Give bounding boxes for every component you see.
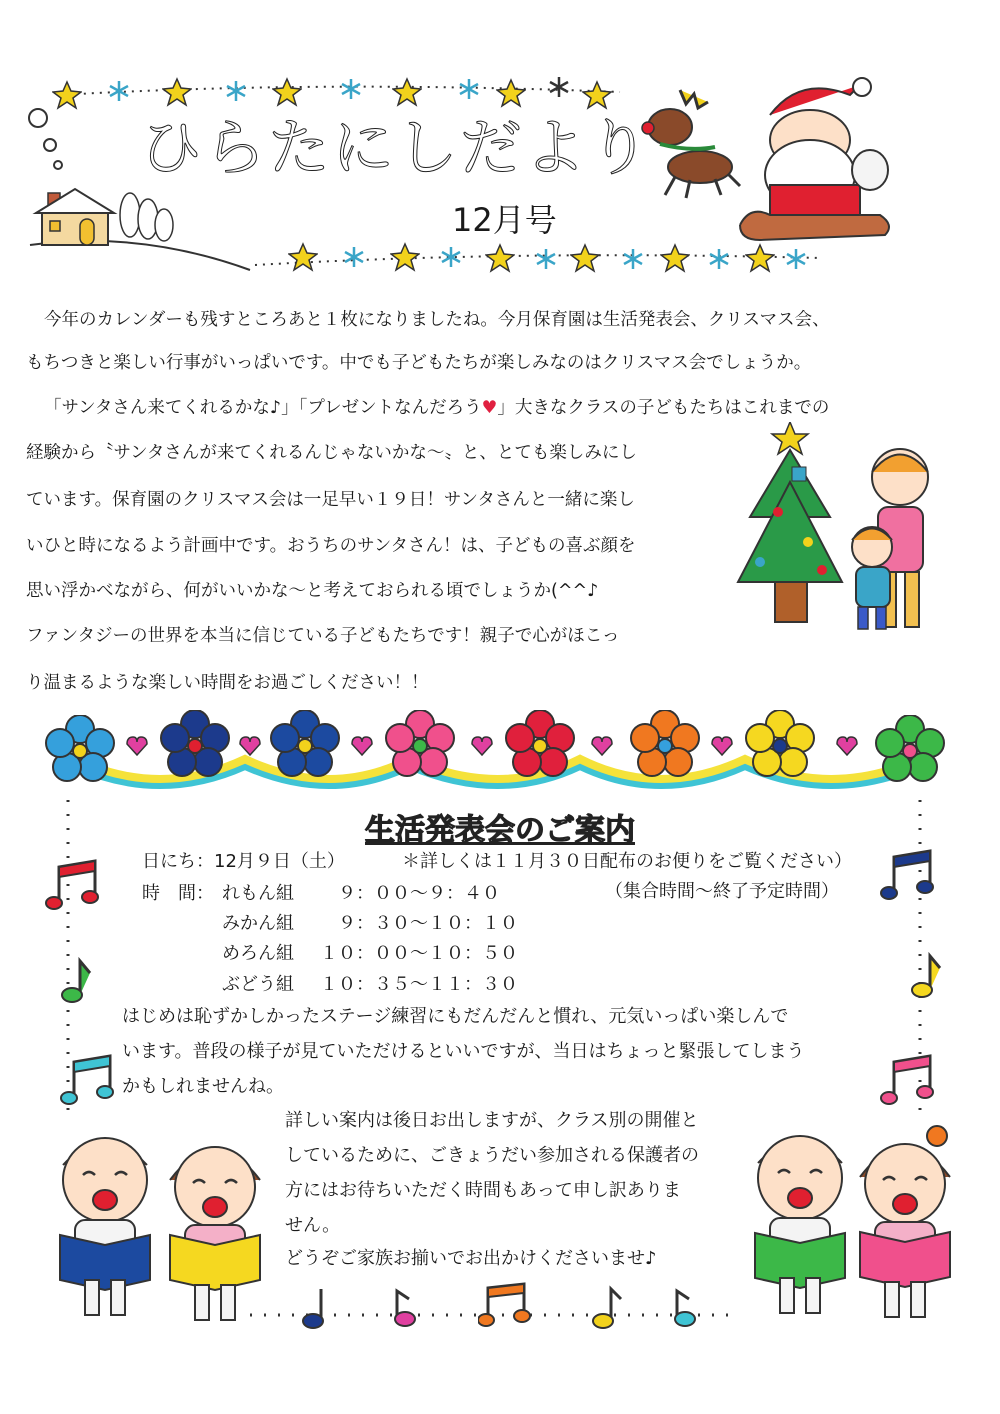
- closing-line-3: 方にはお待ちいただく時間もあって申し訳ありま: [285, 1180, 681, 1201]
- body-line-1: はじめは恥ずかしかったステージ練習にもだんだんと慣れ、元気いっぱい楽しんで: [122, 1006, 789, 1027]
- time-label: 時 間：: [142, 883, 214, 904]
- music-note-icon: [60, 1050, 120, 1110]
- flower-icon: [160, 710, 230, 780]
- star-icon: [660, 243, 690, 273]
- flower-icon: [745, 710, 815, 780]
- music-note-icon: [900, 950, 945, 1000]
- snowflake-icon: [622, 248, 644, 270]
- schedule-time-4: １０：３５～１１：３０: [320, 974, 518, 995]
- flower-icon: [385, 710, 455, 780]
- music-note-icon: [385, 1285, 425, 1330]
- flower-icon: [875, 715, 945, 785]
- music-note-icon: [478, 1280, 533, 1330]
- intro-line-2: もちつきと楽しい行事がいっぱいです。中でも子どもたちが楽しみなのはクリスマス会でしょうか。: [26, 353, 812, 373]
- snowflake-icon: [535, 248, 557, 270]
- snowflake-icon: [708, 248, 730, 270]
- star-icon: [288, 242, 318, 272]
- music-note-icon: [50, 955, 95, 1005]
- intro-line-9: り温まるような楽しい時間をお過ごしください！！: [26, 673, 429, 693]
- intro-line-5: ています。保育園のクリスマス会は一足早い１９日！サンタさんと一緒に楽し: [26, 490, 635, 510]
- closing-line-4: せん。: [285, 1215, 341, 1236]
- house-illustration: [30, 175, 180, 255]
- singing-child-illustration: [155, 1125, 275, 1335]
- schedule-time-1: ９：００～９：４０: [320, 883, 500, 904]
- star-icon: [52, 80, 82, 110]
- singing-child-illustration: [45, 1120, 165, 1330]
- intro-line-7: 思い浮かべながら、何がいいかな～と考えておられる頃でしょうか(^^♪: [26, 581, 599, 601]
- singing-child-illustration: [740, 1118, 860, 1328]
- snowflake-icon: [343, 246, 365, 268]
- heart-icon: [238, 735, 262, 757]
- snowflake-icon: [108, 80, 130, 102]
- schedule-group-2: みかん組: [222, 913, 294, 934]
- snowflake-icon: [548, 76, 570, 98]
- announcement-heading: 生活発表会のご案内: [365, 813, 635, 848]
- heart-icon: ♥: [481, 398, 498, 418]
- intro-line-6: いひと時になるよう計画中です。おうちのサンタさん！は、子どもの喜ぶ顔を: [26, 536, 636, 556]
- date-label: 日にち：: [142, 851, 214, 872]
- flower-icon: [630, 710, 700, 780]
- flower-icon: [505, 710, 575, 780]
- heart-icon: [125, 735, 149, 757]
- date-value: 12月９日（土）: [214, 851, 345, 872]
- heart-icon: [350, 735, 374, 757]
- body-line-2: います。普段の様子が見ていただけるといいですが、当日はちょっと緊張してしまう: [122, 1041, 805, 1062]
- music-note-icon: [880, 845, 940, 905]
- schedule-group-1: れもん組: [222, 883, 294, 904]
- intro-line-8: ファンタジーの世界を本当に信じている子どもたちです！親子で心がほこっ: [26, 626, 620, 646]
- star-icon: [570, 243, 600, 273]
- snowflake-icon: [340, 78, 362, 100]
- music-note-icon: [45, 855, 105, 915]
- heart-icon: [835, 735, 859, 757]
- intro-line-1: 今年のカレンダーも残すところあと１枚になりましたね。今月保育園は生活発表会、クリスマス会、: [44, 310, 830, 330]
- schedule-time-3: １０：００～１０：５０: [320, 943, 518, 964]
- singing-child-illustration: [845, 1122, 965, 1332]
- snowflake-icon: [458, 78, 480, 100]
- heart-icon: [470, 735, 494, 757]
- schedule-group-3: めろん組: [222, 943, 294, 964]
- heart-icon: [710, 735, 734, 757]
- flower-icon: [270, 710, 340, 780]
- music-note-icon: [880, 1050, 940, 1110]
- music-note-icon: [585, 1285, 625, 1330]
- star-icon: [745, 243, 775, 273]
- heart-icon: [590, 735, 614, 757]
- christmas-tree-illustration: [730, 422, 960, 637]
- intro-line-3a: 「サンタさん来てくれるかな♪」「プレゼントなんだろう: [44, 398, 482, 418]
- intro-line-4: 経験から〝サンタさんが来てくれるんじゃないかな～〟と、とても楽しみにし: [26, 443, 637, 463]
- intro-line-3: [44, 400, 829, 418]
- star-icon: [485, 243, 515, 273]
- closing-line-1: 詳しい案内は後日お出しますが、クラス別の開催と: [285, 1110, 699, 1131]
- intro-line-3b: 」大きなクラスの子どもたちはこれまでの: [497, 398, 830, 418]
- snowflake-icon: [440, 246, 462, 268]
- santa-illustration: [730, 75, 900, 245]
- date-note: ＊詳しくは１１月３０日配布のお便りをご覧ください）: [402, 851, 852, 872]
- schedule-time-2: ９：３０～１０：１０: [320, 913, 518, 934]
- newsletter-title: ひらたにしだより: [140, 111, 653, 184]
- schedule-group-4: ぶどう組: [222, 974, 294, 995]
- music-note-icon: [665, 1285, 705, 1330]
- issue-label: 12月号: [452, 201, 557, 239]
- closing-line-5: どうぞご家族お揃いでお出かけくださいませ♪: [285, 1248, 657, 1269]
- closing-line-2: しているために、ごきょうだい参加される保護者の: [285, 1145, 699, 1166]
- time-note: （集合時間～終了予定時間）: [605, 881, 839, 902]
- flower-row: [0, 705, 1000, 795]
- flower-icon: [45, 715, 115, 785]
- music-note-icon: [295, 1285, 335, 1330]
- body-line-3: かもしれませんね。: [122, 1076, 284, 1097]
- date-line: [142, 853, 345, 871]
- star-icon: [390, 242, 420, 272]
- snowflake-icon: [785, 248, 807, 270]
